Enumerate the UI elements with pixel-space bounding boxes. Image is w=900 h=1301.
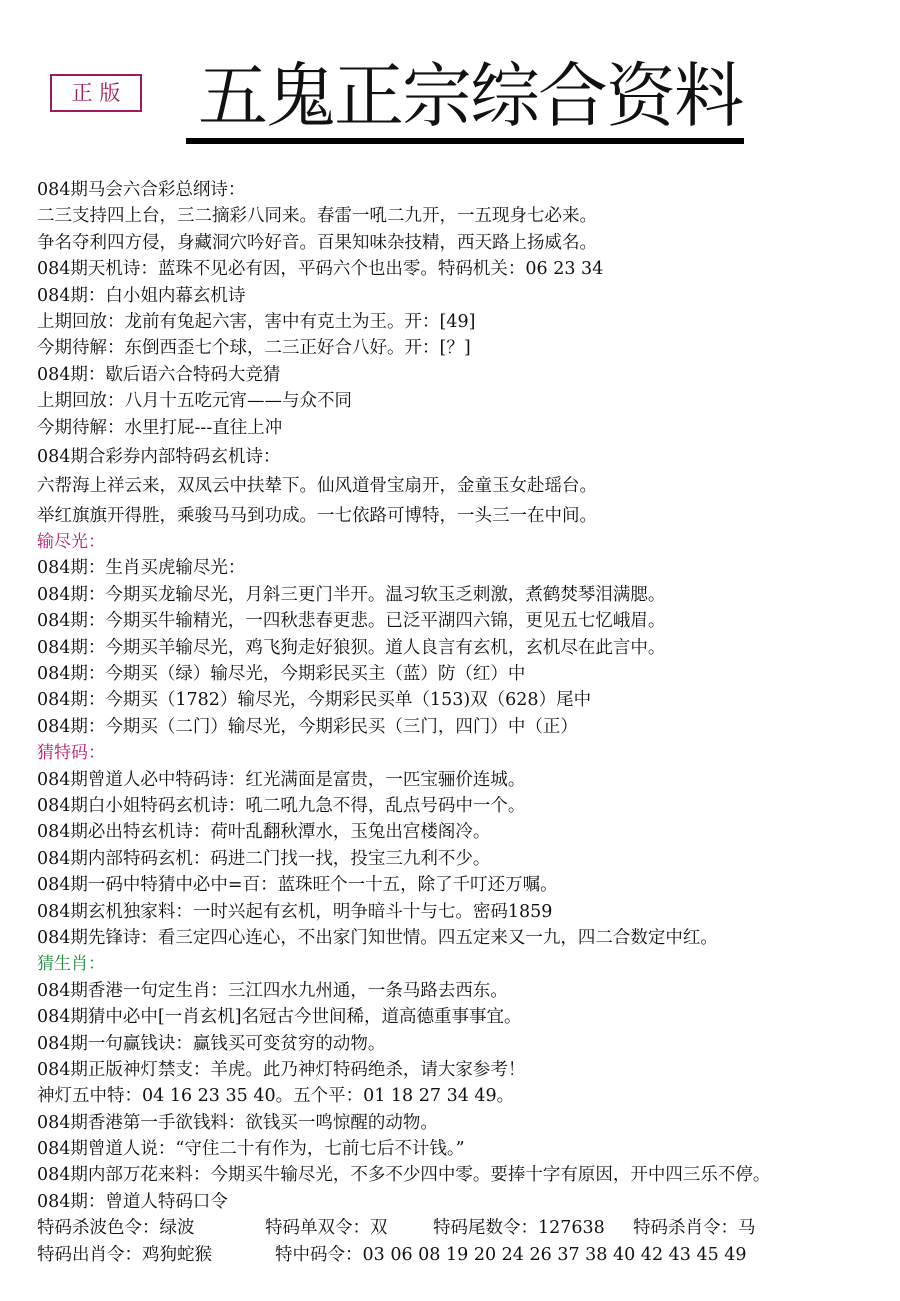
text-line: 084期猜中必中[一肖玄机]名冠古今世间稀，道高德重事事宜。 [37, 1007, 522, 1028]
text-line: 084期：曾道人特码口令 [37, 1191, 228, 1212]
text-line: 084期：今期买羊输尽光，鸡飞狗走好狼狈。道人良言有玄机，玄机尽在此言中。 [37, 637, 666, 658]
text-line: 084期白小姐特码玄机诗：吼二吼九急不得，乱点号码中一个。 [37, 795, 526, 816]
text-line: 084期：今期买牛输精光，一四秋悲春更悲。已泛平湖四六锦，更见五七忆峨眉。 [37, 611, 666, 632]
text-line: 今期待解：水里打屁---直往上冲 [37, 417, 283, 438]
ling-kill-zodiac: 特码杀肖令：马 [633, 1218, 756, 1239]
text-line: 084期香港一句定生肖：三江四水九州通，一条马路去西东。 [37, 980, 508, 1001]
text-line: 084期：白小姐内幕玄机诗 [37, 285, 246, 306]
text-line: 084期先锋诗：看三定四心连心，不出家门知世情。四五定来又一九，四二合数定中红。 [37, 927, 718, 948]
edition-badge: 正 版 [50, 74, 142, 112]
text-line: 084期一句赢钱诀：赢钱买可变贫穷的动物。 [37, 1033, 386, 1054]
text-line: 上期回放：龙前有兔起六害，害中有克土为王。开：[49] [37, 311, 476, 332]
text-line: 084期香港第一手欲钱料：欲钱买一鸣惊醒的动物。 [37, 1112, 438, 1133]
text-line: 神灯五中特：04 16 23 35 40。五个平：01 18 27 34 49。 [37, 1086, 515, 1107]
ling-hit-numbers: 特中码令：03 06 08 19 20 24 26 37 38 40 42 43 45 49 [275, 1244, 747, 1265]
title-underline [186, 138, 744, 144]
section-header-caishengxiao: 猜生肖： [37, 954, 105, 975]
text-line: 084期玄机独家料：一时兴起有玄机，明争暗斗十与七。密码1859 [37, 901, 553, 922]
text-line: 二三支持四上台，三二摘彩八同来。春雷一吼二九开，一五现身七必来。 [37, 206, 597, 227]
ling-tail-number: 特码尾数令：127638 [433, 1218, 605, 1239]
text-line: 084期必出特玄机诗：荷叶乱翻秋潭水，玉兔出宫楼阁冷。 [37, 822, 491, 843]
text-line: 084期内部特码玄机：码进二门找一找，投宝三九利不少。 [37, 848, 491, 869]
text-line: 084期：今期买（绿）输尽光，今期彩民买主（蓝）防（红）中 [37, 664, 526, 685]
text-line: 084期合彩券内部特码玄机诗： [37, 446, 281, 467]
text-line: 上期回放：八月十五吃元宵——与众不同 [37, 391, 352, 412]
text-line: 084期：今期买（1782）输尽光，今期彩民买单（153)双（628）尾中 [37, 690, 592, 711]
text-line: 084期：今期买（二门）输尽光，今期彩民买（三门，四门）中（正） [37, 716, 578, 737]
text-line: 084期曾道人说：“守住二十有作为，七前七后不计钱。” [37, 1139, 465, 1160]
text-line: 084期内部万花来料：今期买牛输尽光，不多不少四中零。要捧十字有原因，开中四三乐不停。 [37, 1165, 771, 1186]
text-line: 084期天机诗：蓝珠不见必有因，平码六个也出零。特码机关：06 23 34 [37, 259, 604, 280]
text-line: 084期：生肖买虎输尽光： [37, 558, 246, 579]
text-line: 084期一码中特猜中必中=百：蓝珠旺个一十五，除了千叮还万嘱。 [37, 875, 558, 896]
text-line: 084期：歇后语六合特码大竞猜 [37, 364, 281, 385]
text-line: 举红旗旗开得胜，乘骏马马到功成。一七依路可博特，一头三一在中间。 [37, 505, 597, 526]
ling-odd-even: 特码单双令：双 [265, 1218, 388, 1239]
page-title: 五鬼正宗综合资料 [198, 55, 742, 137]
text-line: 084期马会六合彩总纲诗： [37, 180, 246, 200]
ling-row-1 [37, 1215, 887, 1241]
text-line: 六帮海上祥云来，双凤云中扶辇下。仙风道骨宝扇开，金童玉女赴瑶台。 [37, 476, 597, 497]
ling-kill-wave-color: 特码杀波色令：绿波 [37, 1218, 195, 1239]
text-line: 084期曾道人必中特码诗：红光满面是富贵，一匹宝骊价连城。 [37, 769, 526, 790]
ling-out-zodiac: 特码出肖令：鸡狗蛇猴 [37, 1244, 212, 1265]
section-header-shujinguang: 输尽光： [37, 532, 105, 553]
text-line: 084期正版神灯禁支：羊虎。此乃神灯特码绝杀，请大家参考！ [37, 1059, 526, 1080]
ling-row-2 [37, 1242, 887, 1268]
section-header-caitema: 猜特码： [37, 743, 105, 764]
text-line: 084期：今期买龙输尽光，月斜三更门半开。温习软玉乏刺激，煮鹤焚琴泪满腮。 [37, 584, 666, 605]
document-body [37, 177, 887, 1268]
text-line: 争名夺利四方侵，身藏洞穴吟好音。百果知味杂技精，西天路上扬威名。 [37, 232, 597, 253]
text-line: 今期待解：东倒西歪七个球，二三正好合八好。开：[？] [37, 338, 471, 359]
